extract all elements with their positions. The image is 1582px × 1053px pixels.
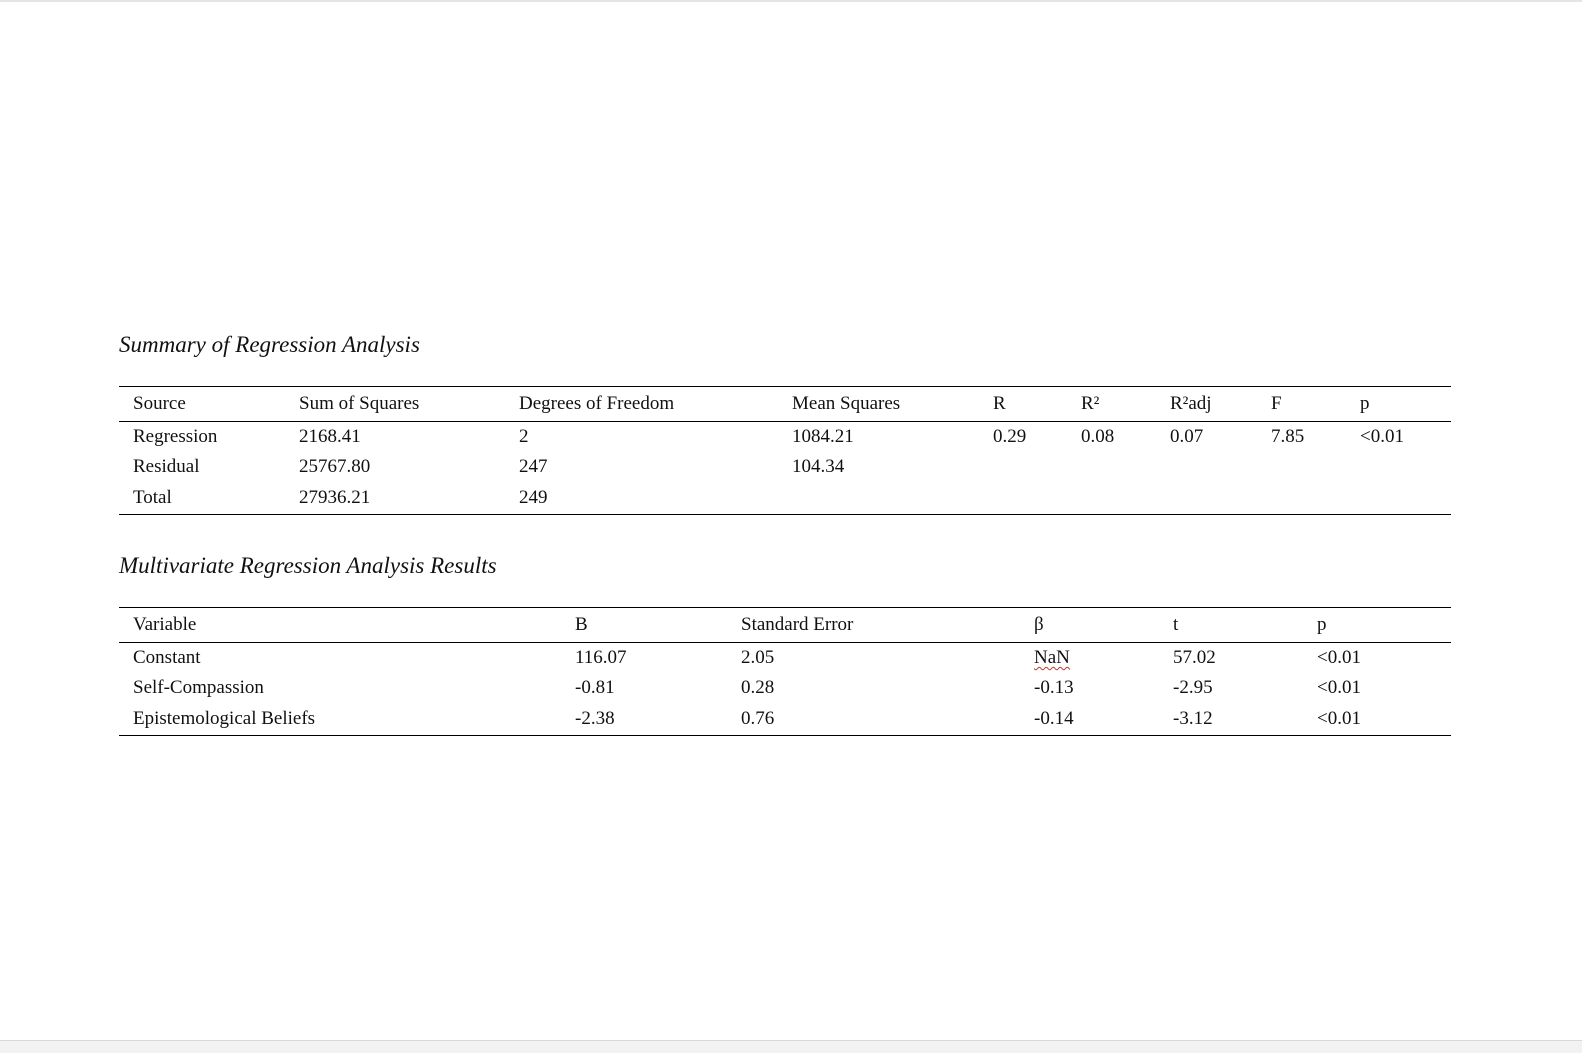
column-header-source: Source [133, 393, 186, 414]
cell-p: <0.01 [1317, 647, 1361, 668]
column-header-r-squared: R² [1081, 393, 1100, 414]
cell-df: 249 [519, 487, 548, 508]
cell-mean-squares [792, 482, 993, 515]
cell-df: 2 [519, 426, 529, 447]
cell-r: 0.29 [993, 426, 1027, 447]
cell-sum-of-squares: 2168.41 [299, 426, 361, 447]
cell-p [1360, 452, 1451, 482]
table-row [119, 643, 1451, 674]
cell-df: 247 [519, 456, 548, 477]
cell-standard-error: 2.05 [741, 647, 775, 668]
cell-source: Total [133, 487, 172, 508]
column-header-degrees-of-freedom: Degrees of Freedom [519, 393, 675, 414]
table-row [119, 673, 1451, 703]
column-header-r: R [993, 393, 1006, 414]
cell-variable: Epistemological Beliefs [133, 708, 316, 729]
cell-f [1271, 482, 1360, 515]
column-header-sum-of-squares: Sum of Squares [299, 393, 420, 414]
cell-p: <0.01 [1317, 677, 1361, 698]
cell-sum-of-squares: 27936.21 [299, 487, 371, 508]
cell-b: -0.81 [575, 677, 615, 698]
cell-t: -2.95 [1173, 677, 1213, 698]
spellcheck-flagged-text: NaN [1034, 647, 1070, 668]
cell-p: <0.01 [1317, 708, 1361, 729]
cell-p [1360, 482, 1451, 515]
cell-mean-squares: 1084.21 [792, 426, 854, 447]
cell-beta: -0.14 [1034, 708, 1074, 729]
column-header-r-squared-adj: R²adj [1170, 393, 1212, 414]
cell-beta [1034, 643, 1173, 674]
page-bottom-edge [0, 1040, 1582, 1053]
cell-f: 7.85 [1271, 426, 1305, 447]
cell-r-squared-adj [1170, 482, 1271, 515]
cell-source: Residual [133, 456, 200, 477]
cell-b: -2.38 [575, 708, 615, 729]
cell-r-squared-adj: 0.07 [1170, 426, 1204, 447]
cell-b: 116.07 [575, 647, 627, 668]
cell-t: 57.02 [1173, 647, 1216, 668]
column-header-b: B [575, 614, 588, 635]
column-header-p: p [1317, 614, 1327, 635]
cell-r-squared: 0.08 [1081, 426, 1115, 447]
cell-standard-error: 0.76 [741, 708, 775, 729]
cell-standard-error: 0.28 [741, 677, 775, 698]
column-header-beta: β [1034, 614, 1044, 635]
column-header-t: t [1173, 614, 1179, 635]
multivariate-regression-table [119, 607, 1451, 736]
table-row [119, 482, 1451, 515]
table2-caption: Multivariate Regression Analysis Results [119, 553, 497, 578]
table1-caption: Summary of Regression Analysis [119, 332, 420, 357]
table-row [119, 452, 1451, 482]
table2-header-row [119, 608, 1451, 643]
column-header-f: F [1271, 393, 1282, 414]
cell-source: Regression [133, 426, 218, 447]
cell-r-squared-adj [1170, 452, 1271, 482]
cell-beta: -0.13 [1034, 677, 1074, 698]
cell-r-squared [1081, 452, 1170, 482]
table-row [119, 703, 1451, 736]
cell-mean-squares: 104.34 [792, 456, 845, 477]
table-row [119, 422, 1451, 453]
cell-sum-of-squares: 25767.80 [299, 456, 371, 477]
cell-r-squared [1081, 482, 1170, 515]
page-top-edge [0, 0, 1582, 2]
column-header-standard-error: Standard Error [741, 614, 854, 635]
cell-f [1271, 452, 1360, 482]
table1-header-row [119, 387, 1451, 422]
cell-variable: Self-Compassion [133, 677, 264, 698]
column-header-mean-squares: Mean Squares [792, 393, 901, 414]
column-header-p: p [1360, 393, 1370, 414]
regression-summary-table [119, 386, 1451, 515]
cell-p: <0.01 [1360, 426, 1404, 447]
column-header-variable: Variable [133, 614, 197, 635]
cell-r [993, 452, 1081, 482]
cell-t: -3.12 [1173, 708, 1213, 729]
cell-r [993, 482, 1081, 515]
cell-variable: Constant [133, 647, 201, 668]
